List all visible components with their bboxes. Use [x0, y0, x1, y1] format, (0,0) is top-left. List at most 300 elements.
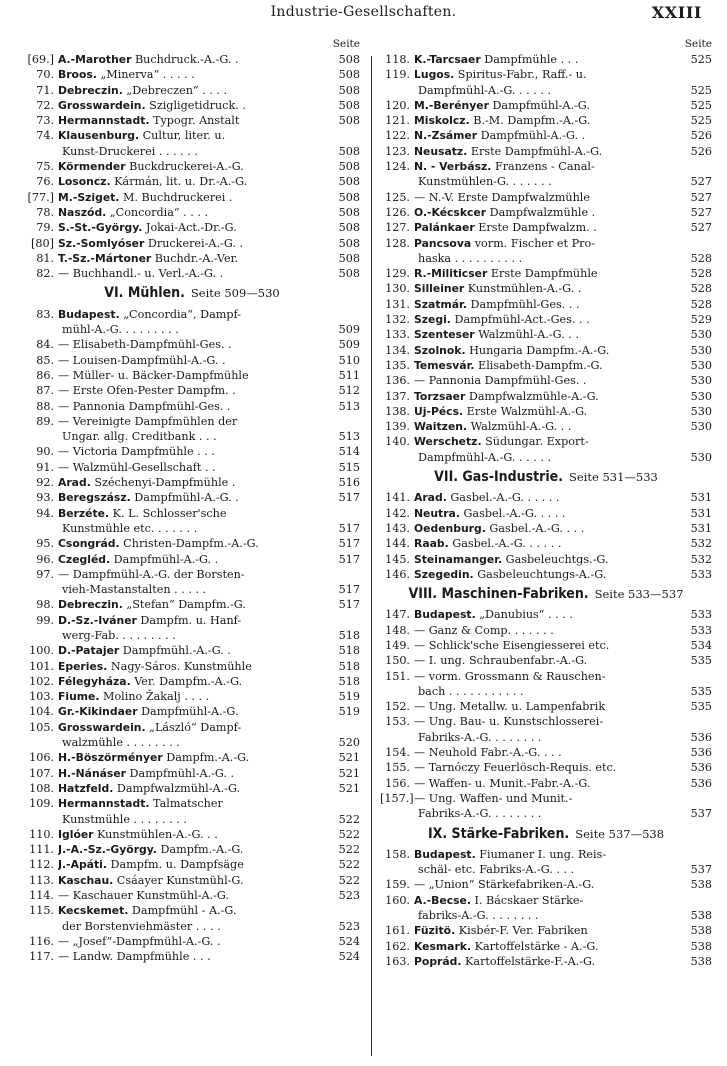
entry-number: 113. — [29, 873, 54, 887]
entry-text — [58, 506, 330, 521]
entry-description: Typogr. Anstalt — [149, 114, 240, 128]
section-page-range: Seite 537—538 — [575, 826, 665, 841]
entry-text — [414, 760, 682, 775]
entry-text — [414, 653, 682, 668]
index-entry — [380, 567, 712, 582]
entry-number: 131. — [385, 297, 410, 311]
index-entry — [24, 613, 360, 628]
section-page-range: Seite 533—537 — [594, 587, 684, 602]
entry-description: Fiumaner I. ung. Reis- — [475, 847, 607, 861]
entry-page: 518 — [338, 659, 360, 673]
entry-description: Molino Žakalj . . . . — [99, 690, 210, 704]
index-entry — [380, 434, 712, 449]
entry-description: — Tarnóczy Feuerlösch-Requis. etc. — [414, 761, 617, 775]
entry-place: Sz.-Somlyóser — [58, 236, 145, 250]
index-entry — [24, 888, 360, 903]
entry-text — [414, 434, 682, 449]
entry-number: 134. — [385, 343, 410, 357]
entry-page: 522 — [338, 827, 360, 841]
entry-page: 517 — [338, 598, 360, 612]
entry-text — [58, 750, 330, 765]
entry-page: 517 — [338, 491, 360, 505]
entry-place: J.-A.-Sz.-György. — [58, 843, 157, 857]
entry-text — [58, 368, 330, 383]
entry-text — [414, 52, 682, 67]
entry-page: 511 — [338, 368, 360, 382]
entry-place: Szegi. — [414, 313, 451, 327]
entry-text — [414, 266, 682, 281]
index-entry — [380, 113, 712, 128]
entry-description: — Pannonia Dampfmühl-Ges. . — [414, 374, 587, 388]
entry-description: Szigligetidruck. . — [145, 98, 246, 112]
continuation-text: Ungar. allg. Creditbank . . . — [62, 430, 217, 444]
entry-description: Hungaria Dampfm.-A.-G. — [465, 343, 610, 357]
entry-description: — Müller- u. Bäcker-Dampfmühle — [58, 368, 249, 382]
index-entry — [380, 419, 712, 434]
entry-continuation — [380, 684, 712, 699]
continuation-text: schäl- etc. Fabriks-A.-G. . . . — [418, 863, 575, 877]
entry-page: 530 — [690, 328, 712, 342]
entry-place: D.-Sz.-Iváner — [58, 613, 137, 627]
entry-description: Dampfmühl-A.-G. — [137, 705, 239, 719]
index-entry — [380, 52, 712, 67]
continuation-text: Kunstmühle . . . . . . . . — [62, 812, 187, 826]
entry-description: Buchdruck.-A.-G. . — [131, 53, 239, 66]
entry-number: 124. — [385, 160, 410, 174]
index-entry — [24, 781, 360, 796]
index-entry — [380, 358, 712, 373]
entry-continuation — [380, 730, 712, 745]
entry-page: 518 — [338, 644, 360, 658]
entry-description: — „Josef“-Dampfmühl-A.-G. . — [58, 934, 221, 948]
entry-text — [414, 128, 682, 143]
entry-description: vorm. Fischer et Pro- — [471, 236, 595, 250]
index-entry — [380, 67, 712, 82]
entry-number: 155. — [385, 761, 410, 775]
entry-text — [58, 567, 330, 582]
entry-number: 86. — [36, 368, 54, 382]
entry-number: 121. — [385, 114, 410, 128]
entry-number: 70. — [36, 68, 54, 82]
entry-description: — Walzmühl-Gesellschaft . . — [58, 460, 216, 474]
index-entry — [24, 766, 360, 781]
index-entry — [24, 236, 360, 251]
entry-text — [414, 113, 682, 128]
entry-description: M. Buchdruckerei . — [119, 190, 233, 204]
index-entry — [24, 414, 360, 429]
entry-page: 517 — [338, 537, 360, 551]
entry-text — [414, 791, 682, 806]
entry-description: „Minerva“ . . . . . — [96, 68, 195, 82]
index-entry — [380, 128, 712, 143]
entry-number: 153. — [385, 715, 410, 729]
entry-place: Debreczin. — [58, 598, 123, 612]
entry-page: 508 — [338, 221, 360, 235]
entry-number: 108. — [29, 781, 54, 795]
entry-description: Dampfmühl-A.-G. . — [110, 552, 219, 566]
entry-text — [58, 414, 330, 429]
entry-number: 87. — [36, 384, 54, 398]
entry-description: — Vereinigte Dampfmühlen der — [58, 414, 238, 428]
entry-number: 142. — [385, 506, 410, 520]
index-entry — [24, 506, 360, 521]
entry-continuation — [24, 322, 360, 337]
entry-text — [58, 766, 330, 781]
entry-page: 538 — [690, 878, 712, 892]
entry-text — [58, 128, 330, 143]
entry-description: — Neuhold Fabr.-A.-G. . . . — [414, 746, 562, 760]
index-entry — [24, 689, 360, 704]
entry-number: 119. — [385, 68, 410, 82]
entry-description: Ver. Dampfm.-A.-G. — [130, 674, 243, 688]
entry-text — [58, 399, 330, 414]
entry-description: Kartoffelstärke-F.-A.-G. — [461, 954, 596, 968]
entry-description: Dampfm. u. Hanf- — [136, 613, 242, 627]
entry-place: Arad. — [414, 491, 447, 505]
entry-number: 146. — [385, 567, 410, 581]
entry-text — [414, 343, 682, 358]
entry-text — [58, 934, 330, 949]
entry-place: Poprád. — [414, 954, 462, 968]
index-entry — [380, 699, 712, 714]
index-entry — [380, 745, 712, 760]
entry-text — [414, 144, 682, 159]
index-entry — [24, 857, 360, 872]
entry-description: Gasbel.-A.-G. . . . . . — [446, 491, 560, 505]
entry-page: 522 — [338, 843, 360, 857]
entry-description: „Danubius“ . . . . — [475, 608, 573, 622]
continuation-text: Fabriks-A.-G. . . . . . . . — [418, 730, 542, 744]
entry-place: Eperies. — [58, 659, 108, 673]
index-entry — [24, 490, 360, 505]
entry-page: 513 — [338, 399, 360, 413]
entry-number: 163. — [385, 954, 410, 968]
entry-page: 538 — [690, 939, 712, 953]
entry-continuation — [24, 429, 360, 444]
entry-page: 531 — [690, 521, 712, 535]
entry-page: 527 — [690, 221, 712, 235]
entry-description: Cultur, liter. u. — [139, 129, 226, 143]
continuation-text: Kunstmühlen-G. . . . . . . — [418, 175, 552, 189]
entry-text — [58, 643, 330, 658]
page-number: XXIII — [651, 3, 702, 22]
entry-place: Hermannstadt. — [58, 114, 150, 128]
entry-place: Szegedin. — [414, 567, 474, 581]
entry-description: Kunstmühlen-A.-G. . . — [93, 827, 218, 841]
entry-description: — „Union“ Stärkefabriken-A.-G. — [414, 878, 595, 892]
index-entry — [380, 297, 712, 312]
entry-text — [58, 888, 330, 903]
entry-page: 533 — [690, 608, 712, 622]
entry-place: Szenteser — [414, 328, 475, 342]
entry-description: Dampfmühl.-A.-G. . — [119, 644, 231, 658]
index-entry — [380, 893, 712, 908]
entry-number: 97. — [36, 567, 54, 581]
index-entry — [380, 714, 712, 729]
entry-text — [414, 623, 682, 638]
entry-text — [414, 358, 682, 373]
index-entry — [380, 404, 712, 419]
entry-page: 508 — [338, 114, 360, 128]
entry-page: 527 — [690, 190, 712, 204]
entry-place: Lugos. — [414, 68, 455, 82]
entry-place: M.-Sziget. — [58, 190, 120, 204]
entry-number: 156. — [385, 776, 410, 790]
index-entry — [380, 877, 712, 892]
section-page-range: Seite 531—533 — [569, 470, 658, 485]
entry-page: 509 — [338, 338, 360, 352]
entry-number: 84. — [36, 338, 54, 352]
entry-description: — Ung. Bau- u. Kunstschlosserei- — [414, 715, 604, 729]
seite-label: Seite — [332, 38, 360, 50]
index-entry — [24, 536, 360, 551]
entry-page: 535 — [690, 684, 712, 698]
entry-page: 528 — [690, 282, 712, 296]
entry-page: 518 — [338, 674, 360, 688]
entry-text — [414, 490, 682, 505]
index-entry — [380, 776, 712, 791]
entry-page: 529 — [690, 313, 712, 327]
entry-page: 530 — [690, 404, 712, 418]
entry-text — [58, 205, 330, 220]
entry-place: Körmender — [58, 160, 126, 174]
entry-number: 95. — [36, 537, 54, 551]
index-entry — [24, 174, 360, 189]
entry-page: 527 — [690, 205, 712, 219]
entry-description: Gasbel.-A.-G. . . . — [485, 521, 585, 535]
entry-continuation — [24, 144, 360, 159]
entry-number: 132. — [385, 313, 410, 327]
entry-page: 508 — [338, 175, 360, 189]
index-entry — [380, 954, 712, 969]
index-entry — [24, 368, 360, 383]
entry-place: Neusatz. — [414, 144, 468, 158]
entry-description: Buchdr.-A.-Ver. — [151, 251, 239, 265]
entry-number: 125. — [385, 190, 410, 204]
index-entry — [380, 939, 712, 954]
entry-continuation — [380, 83, 712, 98]
entry-number: 93. — [36, 491, 54, 505]
entry-continuation — [380, 862, 712, 877]
entry-number: 135. — [385, 358, 410, 372]
index-entry — [380, 144, 712, 159]
entry-place: A.-Becse. — [414, 893, 471, 907]
index-entry — [24, 552, 360, 567]
entry-description: — Schlick'sche Eisengiesserei etc. — [414, 638, 610, 652]
entry-page: 512 — [338, 384, 360, 398]
continuation-text: vieh-Mastanstalten . . . . . — [62, 583, 207, 597]
entry-continuation — [24, 628, 360, 643]
entry-text — [58, 903, 330, 918]
entry-page: 517 — [338, 552, 360, 566]
entry-page: 536 — [690, 746, 712, 760]
entry-text — [58, 52, 330, 67]
entry-description: Dampfmühl-Ges. . . — [466, 297, 580, 311]
entry-description: Kármán, lit. u. Dr.-A.-G. — [110, 175, 248, 189]
entry-place: D.-Patajer — [58, 644, 120, 658]
entry-number: [77.] — [27, 190, 54, 204]
entry-place: Miskolcz. — [414, 114, 470, 128]
entry-place: K.-Tarcsaer — [414, 53, 481, 66]
entry-number: [69.] — [27, 53, 54, 66]
continuation-text: der Borstenviehmäster . . . . — [62, 919, 221, 933]
entry-place: R.-Militicser — [414, 267, 488, 281]
index-entry — [24, 98, 360, 113]
entry-page: 521 — [338, 766, 360, 780]
entry-description: Buckdruckerei-A.-G. — [125, 160, 244, 174]
entry-place: N. - Verbász. — [414, 160, 492, 174]
entry-place: T.-Sz.-Mártoner — [58, 251, 152, 265]
index-entry — [380, 653, 712, 668]
entry-number: 73. — [36, 114, 54, 128]
entry-page: 508 — [338, 205, 360, 219]
continuation-text: werg-Fab. . . . . . . . . — [62, 628, 176, 642]
entry-place: Neutra. — [414, 506, 460, 520]
entry-description: Erste Dampfmühle — [487, 267, 598, 281]
entry-page: 509 — [338, 323, 360, 337]
index-entry — [24, 307, 360, 322]
entry-place: Füzitö. — [414, 924, 456, 938]
entry-number: [157.] — [380, 791, 414, 805]
entry-description: Dampfmühl-A.-G. . — [126, 766, 235, 780]
index-entry — [24, 674, 360, 689]
entry-description: Erste Dampfmühl-A.-G. — [467, 144, 603, 158]
entry-text — [414, 236, 682, 251]
index-entry — [380, 552, 712, 567]
entry-page: 536 — [690, 730, 712, 744]
index-entry — [24, 251, 360, 266]
entry-text — [414, 745, 682, 760]
entry-number: 107. — [29, 766, 54, 780]
entry-page: 508 — [338, 68, 360, 82]
entry-text — [414, 714, 682, 729]
entry-page: 517 — [338, 583, 360, 597]
entry-text — [58, 83, 330, 98]
index-entry — [24, 205, 360, 220]
index-entry — [380, 923, 712, 938]
entry-text — [414, 404, 682, 419]
entry-number: 79. — [36, 221, 54, 235]
entry-page: 527 — [690, 175, 712, 189]
entry-text — [58, 98, 330, 113]
entry-number: 109. — [29, 797, 54, 811]
entry-text — [414, 281, 682, 296]
index-entry — [24, 475, 360, 490]
entry-place: N.-Zsámer — [414, 129, 478, 143]
index-entry — [380, 669, 712, 684]
entry-page: 518 — [338, 628, 360, 642]
index-entry — [380, 760, 712, 775]
entry-text — [414, 373, 682, 388]
entry-page: 532 — [690, 537, 712, 551]
index-entry — [380, 521, 712, 536]
entry-description: „Stefan“ Dampfm.-G. — [122, 598, 246, 612]
entry-description: Dampfmühl - A.-G. — [128, 904, 237, 918]
entry-place: Szolnok. — [414, 343, 466, 357]
entry-text — [414, 607, 682, 622]
entry-page: 519 — [338, 705, 360, 719]
entry-text — [58, 236, 330, 251]
section-title: VII. Gas-Industrie. — [434, 469, 563, 486]
entry-place: Debreczin. — [58, 83, 123, 97]
entry-description: Dampfm.-A.-G. — [156, 843, 244, 857]
entry-text — [58, 781, 330, 796]
index-entry — [380, 220, 712, 235]
entry-place: Raab. — [414, 537, 449, 551]
index-entry — [24, 934, 360, 949]
entry-page: 528 — [690, 297, 712, 311]
continuation-text: Dampfmühl-A.-G. . . . . . — [418, 450, 551, 464]
index-entry — [24, 873, 360, 888]
index-entry — [24, 460, 360, 475]
entry-description: Dampfmühl-A.-G. . — [477, 129, 586, 143]
index-entry — [24, 337, 360, 352]
entry-description: — Ung. Waffen- und Munit.- — [414, 791, 573, 805]
entry-number: 81. — [36, 251, 54, 265]
index-entry — [380, 312, 712, 327]
entry-page: 538 — [690, 909, 712, 923]
entry-number: 78. — [36, 205, 54, 219]
entry-place: Pancsova — [414, 236, 472, 250]
entry-description: Erste Walzmühl-A.-G. — [463, 404, 588, 418]
entry-page: 517 — [338, 521, 360, 535]
index-entry — [380, 791, 712, 806]
entry-page: 523 — [338, 919, 360, 933]
entry-place: Budapest. — [414, 847, 476, 861]
entry-description: Elisabeth-Dampfm.-G. — [474, 358, 603, 372]
entry-number: 130. — [385, 282, 410, 296]
index-entry — [24, 128, 360, 143]
index-entry — [24, 190, 360, 205]
index-entry — [380, 506, 712, 521]
entry-description: „Concordia“ . . . . — [106, 205, 209, 219]
entry-text — [414, 521, 682, 536]
entry-text — [414, 220, 682, 235]
entry-text — [58, 720, 330, 735]
entry-page: 534 — [690, 638, 712, 652]
entry-continuation — [380, 450, 712, 465]
entry-page: 519 — [338, 690, 360, 704]
index-entry — [380, 266, 712, 281]
entry-number: 149. — [385, 638, 410, 652]
entry-number: 101. — [29, 659, 54, 673]
entry-page: 533 — [690, 623, 712, 637]
index-entry — [380, 205, 712, 220]
index-entry — [24, 720, 360, 735]
entry-text — [414, 567, 682, 582]
entry-place: Czegléd. — [58, 552, 111, 566]
continuation-text: Dampfmühl-A.-G. . . . . . — [418, 83, 551, 97]
entry-number: 85. — [36, 353, 54, 367]
entry-description: — Erste Ofen-Pester Dampfm. . — [58, 384, 236, 398]
section-heading — [380, 587, 712, 602]
index-entry — [24, 704, 360, 719]
entry-text — [58, 67, 330, 82]
entry-place: Iglóer — [58, 827, 94, 841]
entry-page: 516 — [338, 476, 360, 490]
entry-number: 83. — [36, 307, 54, 321]
entry-place: Kecskemet. — [58, 904, 129, 918]
entry-number: 115. — [29, 904, 54, 918]
entry-place: Losoncz. — [58, 175, 111, 189]
entry-text — [58, 444, 330, 459]
entry-page: 508 — [338, 267, 360, 281]
index-entry — [24, 659, 360, 674]
entry-text — [58, 353, 330, 368]
entry-place: Kaschau. — [58, 873, 114, 887]
entry-place: Silleiner — [414, 282, 465, 296]
entry-text — [58, 174, 330, 189]
